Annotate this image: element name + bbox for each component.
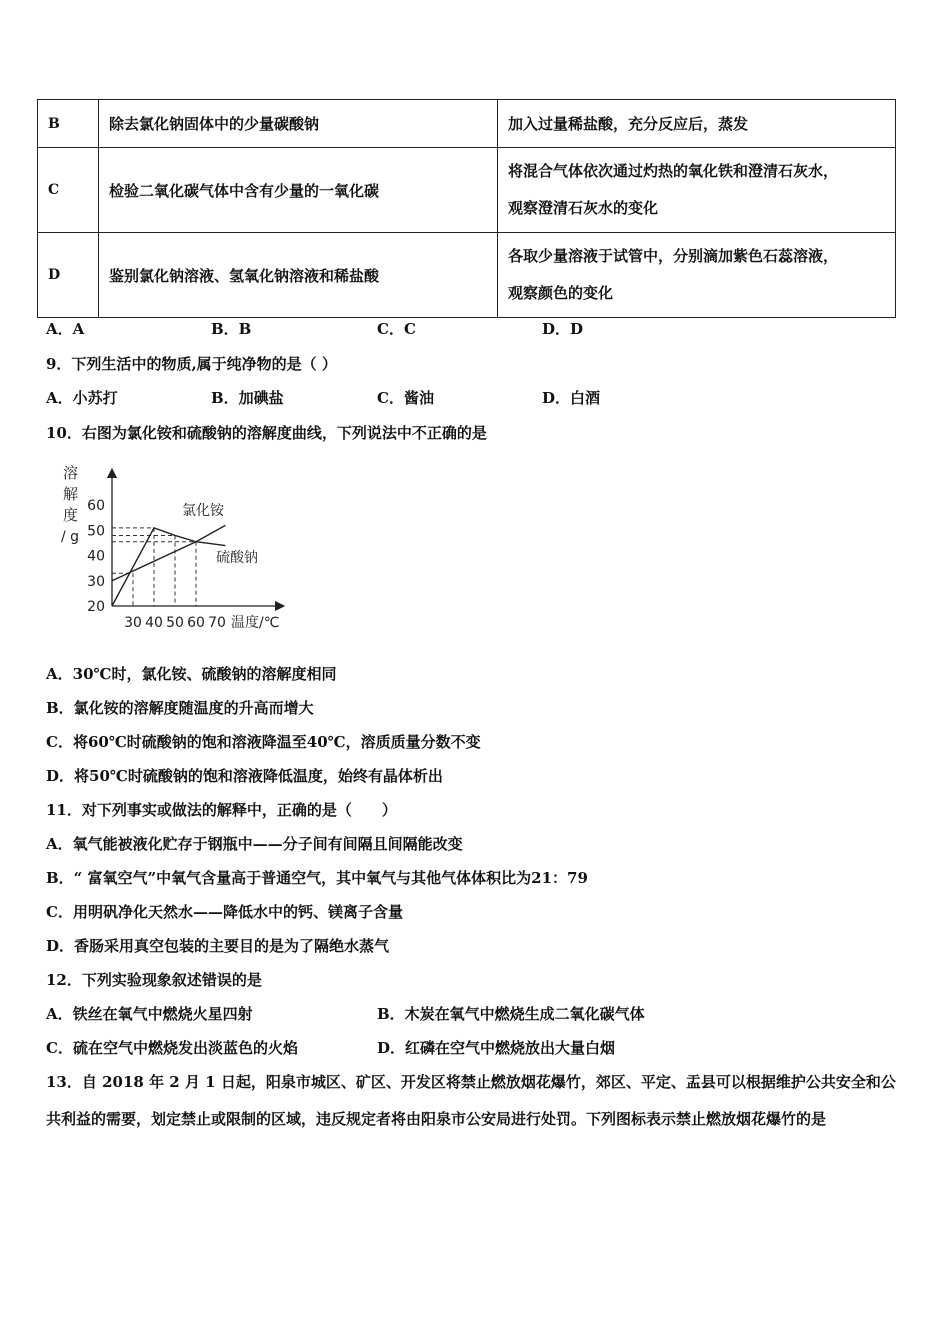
row-method — [498, 233, 896, 318]
y-tick-label: 60 — [87, 498, 105, 515]
q12-stem: 12．下列实验现象叙述错误的是 — [46, 971, 262, 989]
row-method — [498, 100, 896, 148]
x-tick-label: 50 — [166, 615, 184, 631]
table-row — [38, 100, 896, 148]
method-line: 观察澄清石灰水的变化 — [508, 199, 659, 217]
q8-option-c[interactable]: C．C — [377, 320, 416, 338]
y-tick-label: 30 — [87, 573, 105, 590]
ylabel-char: 度 — [63, 506, 79, 524]
y-tick-label: 20 — [87, 599, 105, 615]
q8-option-a[interactable]: A．A — [46, 320, 85, 338]
table-row — [38, 148, 896, 233]
row-method — [498, 148, 896, 233]
x-tick-label: 40 — [145, 615, 163, 631]
q11-option-d[interactable]: D．香肠采用真空包装的主要目的是为了隔绝水蒸气 — [46, 937, 390, 955]
experiment-table — [37, 99, 896, 318]
q10-option-d[interactable]: D．将50℃时硫酸钠的饱和溶液降低温度，始终有晶体析出 — [46, 767, 443, 785]
row-label: C — [38, 148, 99, 233]
method-line: 观察颜色的变化 — [508, 284, 614, 302]
q12-option-a[interactable]: A．铁丝在氧气中燃烧火星四射 — [46, 1005, 253, 1023]
method-line: 各取少量溶液于试管中，分别滴加紫色石蕊溶液， — [508, 247, 839, 265]
q9-option-c[interactable]: C．酱油 — [377, 389, 434, 407]
method-line: 将混合气体依次通过灼热的氧化铁和澄清石灰水， — [508, 162, 839, 180]
solubility-chart — [55, 458, 295, 638]
q11-option-a[interactable]: A．氧气能被液化贮存于钢瓶中——分子间有间隔且间隔能改变 — [46, 835, 463, 853]
x-tick-label: 30 — [124, 615, 142, 631]
q12-option-c[interactable]: C．硫在空气中燃烧发出淡蓝色的火焰 — [46, 1039, 298, 1057]
ylabel-char: / g — [61, 529, 80, 545]
ylabel-char: 溶 — [63, 464, 79, 482]
x-tick-label: 60 — [187, 615, 205, 631]
q10-stem: 10．右图为氯化铵和硫酸钠的溶解度曲线，下列说法中不正确的是 — [46, 424, 487, 442]
q8-option-b[interactable]: B．B — [211, 320, 252, 338]
y-tick-label: 40 — [87, 548, 105, 565]
y-tick-label: 50 — [87, 523, 105, 540]
q9-option-b[interactable]: B．加碘盐 — [211, 389, 284, 407]
q8-option-d[interactable]: D．D — [542, 320, 584, 338]
series-label-sodium-sulfate: 硫酸钠 — [216, 550, 258, 566]
q9-option-d[interactable]: D．白酒 — [542, 389, 601, 407]
row-label: D — [38, 233, 99, 318]
row-purpose: 鉴别氯化钠溶液、氢氧化钠溶液和稀盐酸 — [99, 233, 498, 318]
ylabel-char: 解 — [63, 485, 79, 503]
q13-stem: 13．自 2018 年 2 月 1 日起，阳泉市城区、矿区、开发区将禁止燃放烟花爆竹，郊区、平定、盂县可以根据维护公共安全和公共利益的需要，划定禁止或限制的区域，违反规定者将由阳泉市公安局进行处罚。下列图标表示禁止燃放烟花爆竹的是 — [46, 1073, 896, 1128]
q11-option-c[interactable]: C．用明矾净化天然水——降低水中的钙、镁离子含量 — [46, 903, 403, 921]
q9-option-a[interactable]: A．小苏打 — [46, 389, 118, 407]
row-label: B — [38, 100, 99, 148]
row-purpose: 除去氯化钠固体中的少量碳酸钠 — [99, 100, 498, 148]
q12-option-b[interactable]: B．木炭在氧气中燃烧生成二氧化碳气体 — [377, 1005, 645, 1023]
method-line: 加入过量稀盐酸，充分反应后，蒸发 — [508, 115, 749, 133]
x-axis-label: 温度/℃ — [231, 615, 280, 631]
q12-option-d[interactable]: D．红磷在空气中燃烧放出大量白烟 — [377, 1039, 616, 1057]
q11-stem: 11．对下列事实或做法的解释中，正确的是（ ） — [46, 801, 397, 819]
q11-option-b[interactable]: B．“ 富氧空气”中氧气含量高于普通空气，其中氧气与其他气体体积比为21：79 — [46, 869, 588, 887]
table-row — [38, 233, 896, 318]
series-label-ammonium-chloride: 氯化铵 — [182, 503, 224, 519]
row-purpose: 检验二氧化碳气体中含有少量的一氧化碳 — [99, 148, 498, 233]
q10-option-c[interactable]: C．将60℃时硫酸钠的饱和溶液降温至40℃，溶质质量分数不变 — [46, 733, 481, 751]
x-tick-label: 70 — [208, 615, 226, 631]
series-line-sodium-sulfate — [112, 528, 225, 606]
q9-stem: 9．下列生活中的物质,属于纯净物的是（ ） — [46, 355, 337, 373]
q10-option-b[interactable]: B．氯化铵的溶解度随温度的升高而增大 — [46, 699, 314, 717]
q10-option-a[interactable]: A．30℃时，氯化铵、硫酸钠的溶解度相同 — [46, 665, 337, 683]
